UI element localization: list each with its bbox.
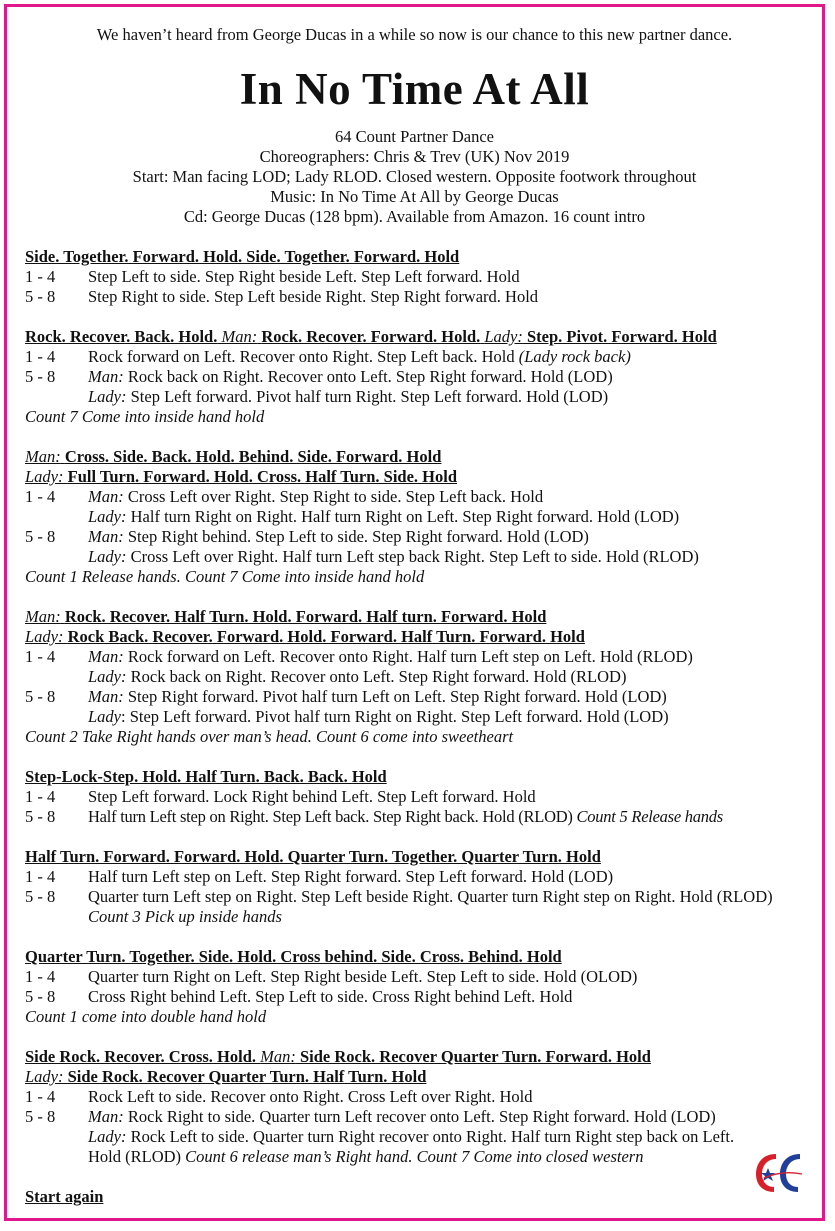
section-note: Count 1 come into double hand hold xyxy=(25,1007,267,1026)
step-text xyxy=(88,387,816,407)
dance-info xyxy=(7,127,822,227)
step-count: 5 - 8 xyxy=(25,807,56,826)
step-row xyxy=(25,807,816,827)
step-text xyxy=(88,807,816,827)
role-lady: Lady: xyxy=(88,1127,127,1146)
section-4 xyxy=(25,607,816,747)
start-again: Start again xyxy=(25,1187,104,1206)
intro-text: We haven’t heard from George Ducas in a while so now is our chance to this new partner dance. xyxy=(96,25,733,44)
heading-part: Rock. Recover. Half Turn. Hold. Forward. Half turn. Forward. Hold xyxy=(64,607,547,626)
heading-part: Rock. Recover. Back. Hold. xyxy=(25,327,218,346)
step-text: Step Right to side. Step Left beside Right. Step Right forward. Hold xyxy=(88,287,539,306)
role-man: Man: xyxy=(221,327,258,346)
step-text xyxy=(88,527,816,547)
info-cd: Cd: George Ducas (128 bpm). Available from Amazon. 16 count intro xyxy=(183,207,646,227)
role-lady: Lady: xyxy=(25,467,64,486)
step-row xyxy=(25,347,816,367)
step-desc: Rock back on Right. Recover onto Left. Step Right forward. Hold (LOD) xyxy=(127,367,613,386)
step-count: 5 - 8 xyxy=(25,687,56,706)
step-sheet xyxy=(25,247,816,1207)
step-note: Count 5 Release hands xyxy=(576,807,723,826)
step-desc: Rock Left to side. Quarter turn Right recover onto Right. Half turn Right step back on Left. Hold (RLOD) xyxy=(88,1127,735,1166)
role-lady: Lady: xyxy=(88,507,127,526)
step-row xyxy=(25,1127,816,1167)
step-text xyxy=(88,547,816,567)
role-man: Man: xyxy=(25,607,61,626)
step-text xyxy=(88,487,816,507)
step-text xyxy=(88,1127,816,1167)
step-text: Cross Right behind Left. Step Left to side. Cross Right behind Left. Hold xyxy=(88,987,573,1006)
step-count: 5 - 8 xyxy=(25,987,56,1006)
role-man: Man: xyxy=(88,1107,124,1126)
step-row xyxy=(25,667,816,687)
section-3 xyxy=(25,447,816,587)
heading-part: Rock. Recover. Forward. Hold. xyxy=(261,327,481,346)
section-heading: Quarter Turn. Together. Side. Hold. Cross behind. Side. Cross. Behind. Hold xyxy=(25,947,562,966)
step-desc: Step Left forward. Pivot half turn Right. Step Left forward. Hold (LOD) xyxy=(130,387,609,406)
role-lady: Lady: xyxy=(25,1067,64,1086)
step-text: Half turn Left step on Left. Step Right forward. Step Left forward. Hold (LOD) xyxy=(88,867,614,886)
step-count: 5 - 8 xyxy=(25,287,56,306)
step-count: 1 - 4 xyxy=(25,487,56,506)
step-count: 1 - 4 xyxy=(25,347,56,366)
step-row xyxy=(25,267,816,287)
step-desc: : Step Left forward. Pivot half turn Right on Right. Step Left forward. Hold (LOD) xyxy=(121,707,669,726)
step-count-empty xyxy=(25,667,88,687)
step-row xyxy=(25,1087,816,1107)
step-count-empty xyxy=(25,1127,88,1167)
heading-part: Side Rock. Recover Quarter Turn. Half Turn. Hold xyxy=(67,1067,427,1086)
role-man: Man: xyxy=(25,447,61,466)
step-count-empty xyxy=(25,387,88,407)
step-desc: Rock forward on Left. Recover onto Right. Step Left back. Hold xyxy=(88,347,515,366)
step-count-empty xyxy=(25,547,88,567)
step-row xyxy=(25,367,816,387)
section-7 xyxy=(25,947,816,1027)
step-text xyxy=(88,507,816,527)
step-text: Step Left forward. Lock Right behind Left. Step Left forward. Hold xyxy=(88,787,536,806)
step-row xyxy=(25,967,816,987)
section-heading: Side. Together. Forward. Hold. Side. Together. Forward. Hold xyxy=(25,247,460,266)
step-text xyxy=(88,887,816,927)
step-count: 1 - 4 xyxy=(25,967,56,986)
section-heading: Step-Lock-Step. Hold. Half Turn. Back. Back. Hold xyxy=(25,767,387,786)
step-note: Count 6 release man’s Right hand. Count 7 Come into closed western xyxy=(185,1147,644,1166)
section-heading xyxy=(25,467,816,487)
step-text xyxy=(88,647,816,667)
step-count: 5 - 8 xyxy=(25,367,56,386)
section-heading xyxy=(25,607,816,627)
role-man: Man: xyxy=(88,527,124,546)
role-lady: Lady: xyxy=(25,627,64,646)
step-text: Rock Left to side. Recover onto Right. Cross Left over Right. Hold xyxy=(88,1087,533,1106)
role-lady: Lady: xyxy=(88,387,127,406)
step-row xyxy=(25,547,816,567)
step-text xyxy=(88,667,816,687)
step-desc: Cross Left over Right. Half turn Left step back Right. Step Left to side. Hold (RLOD) xyxy=(130,547,699,566)
step-text: Step Left to side. Step Right beside Left. Step Left forward. Hold xyxy=(88,267,520,286)
step-row xyxy=(25,487,816,507)
step-desc: Step Right behind. Step Left to side. Step Right forward. Hold (LOD) xyxy=(127,527,589,546)
step-count: 1 - 4 xyxy=(25,787,56,806)
step-note: Count 3 Pick up inside hands xyxy=(88,907,282,926)
step-count: 1 - 4 xyxy=(25,267,56,286)
role-man: Man: xyxy=(88,687,124,706)
step-count: 1 - 4 xyxy=(25,647,56,666)
step-row xyxy=(25,1107,816,1127)
step-count: 5 - 8 xyxy=(25,527,56,546)
role-man: Man: xyxy=(260,1047,296,1066)
step-desc: Step Right forward. Pivot half turn Left on Left. Step Right forward. Hold (LOD) xyxy=(127,687,667,706)
section-heading xyxy=(25,1067,816,1087)
info-start: Start: Man facing LOD; Lady RLOD. Closed western. Opposite footwork throughout xyxy=(132,167,697,187)
section-1 xyxy=(25,247,816,307)
role-lady: Lady: xyxy=(484,327,523,346)
role-man: Man: xyxy=(88,367,124,386)
info-choreographers: Choreographers: Chris & Trev (UK) Nov 2019 xyxy=(259,147,570,167)
heading-part: Side Rock. Recover. Cross. Hold. xyxy=(25,1047,256,1066)
info-count: 64 Count Partner Dance xyxy=(335,127,494,146)
section-note: Count 2 Take Right hands over man’s head. Count 6 come into sweetheart xyxy=(25,727,514,746)
step-row xyxy=(25,707,816,727)
step-text xyxy=(88,707,816,727)
step-row xyxy=(25,987,816,1007)
section-note: Count 1 Release hands. Count 7 Come into inside hand hold xyxy=(25,567,425,586)
step-desc: Quarter turn Left step on Right. Step Left beside Right. Quarter turn Right step on Right. Hold (RLOD) xyxy=(88,887,773,906)
step-row xyxy=(25,887,816,927)
step-desc: Rock back on Right. Recover onto Left. Step Right forward. Hold (RLOD) xyxy=(130,667,627,686)
section-heading xyxy=(25,627,816,647)
section-5 xyxy=(25,767,816,827)
step-note: (Lady rock back) xyxy=(518,347,631,366)
section-2 xyxy=(25,327,816,427)
step-row xyxy=(25,527,816,547)
step-count: 5 - 8 xyxy=(25,887,56,906)
page-title: In No Time At All xyxy=(239,64,590,114)
step-row xyxy=(25,787,816,807)
step-text xyxy=(88,1107,816,1127)
role-man: Man: xyxy=(88,647,124,666)
step-row xyxy=(25,287,816,307)
step-text xyxy=(88,347,816,367)
step-count: 5 - 8 xyxy=(25,1107,56,1126)
section-heading xyxy=(25,447,816,467)
section-6 xyxy=(25,847,816,927)
page-frame xyxy=(4,4,825,1221)
heading-part: Cross. Side. Back. Hold. Behind. Side. Forward. Hold xyxy=(64,447,442,466)
step-row xyxy=(25,387,816,407)
step-text: Quarter turn Right on Left. Step Right beside Left. Step Left to side. Hold (OLOD) xyxy=(88,967,638,986)
role-lady: Lady xyxy=(88,707,121,726)
section-heading xyxy=(25,327,816,347)
heading-part: Side Rock. Recover Quarter Turn. Forward. Hold xyxy=(300,1047,651,1066)
step-desc: Half turn Right on Right. Half turn Right on Left. Step Right forward. Hold (LOD) xyxy=(130,507,680,526)
step-desc: Rock Right to side. Quarter turn Left recover onto Left. Step Right forward. Hold (LOD) xyxy=(127,1107,716,1126)
section-note: Count 7 Come into inside hand hold xyxy=(25,407,265,426)
heading-part: Step. Pivot. Forward. Hold xyxy=(527,327,717,346)
role-man: Man: xyxy=(88,487,124,506)
step-count-empty xyxy=(25,707,88,727)
step-row xyxy=(25,507,816,527)
step-row xyxy=(25,867,816,887)
step-desc: Rock forward on Left. Recover onto Right. Half turn Left step on Left. Hold (RLOD) xyxy=(127,647,693,666)
step-count: 1 - 4 xyxy=(25,867,56,886)
step-count: 1 - 4 xyxy=(25,1087,56,1106)
step-text xyxy=(88,687,816,707)
step-desc: Cross Left over Right. Step Right to side. Step Left back. Hold xyxy=(127,487,544,506)
step-row xyxy=(25,687,816,707)
step-desc: Half turn Left step on Right. Step Left back. Step Right back. Hold (RLOD) xyxy=(88,807,573,826)
section-heading: Half Turn. Forward. Forward. Hold. Quarter Turn. Together. Quarter Turn. Hold xyxy=(25,847,601,866)
heading-part: Full Turn. Forward. Hold. Cross. Half Turn. Side. Hold xyxy=(67,467,458,486)
role-lady: Lady: xyxy=(88,667,127,686)
section-8 xyxy=(25,1047,816,1167)
role-lady: Lady: xyxy=(88,547,127,566)
section-heading xyxy=(25,1047,816,1067)
step-count-empty xyxy=(25,507,88,527)
cc-logo xyxy=(752,1148,808,1196)
heading-part: Rock Back. Recover. Forward. Hold. Forward. Half Turn. Forward. Hold xyxy=(67,627,585,646)
step-row xyxy=(25,647,816,667)
step-text xyxy=(88,367,816,387)
info-music: Music: In No Time At All by George Ducas xyxy=(270,187,559,207)
